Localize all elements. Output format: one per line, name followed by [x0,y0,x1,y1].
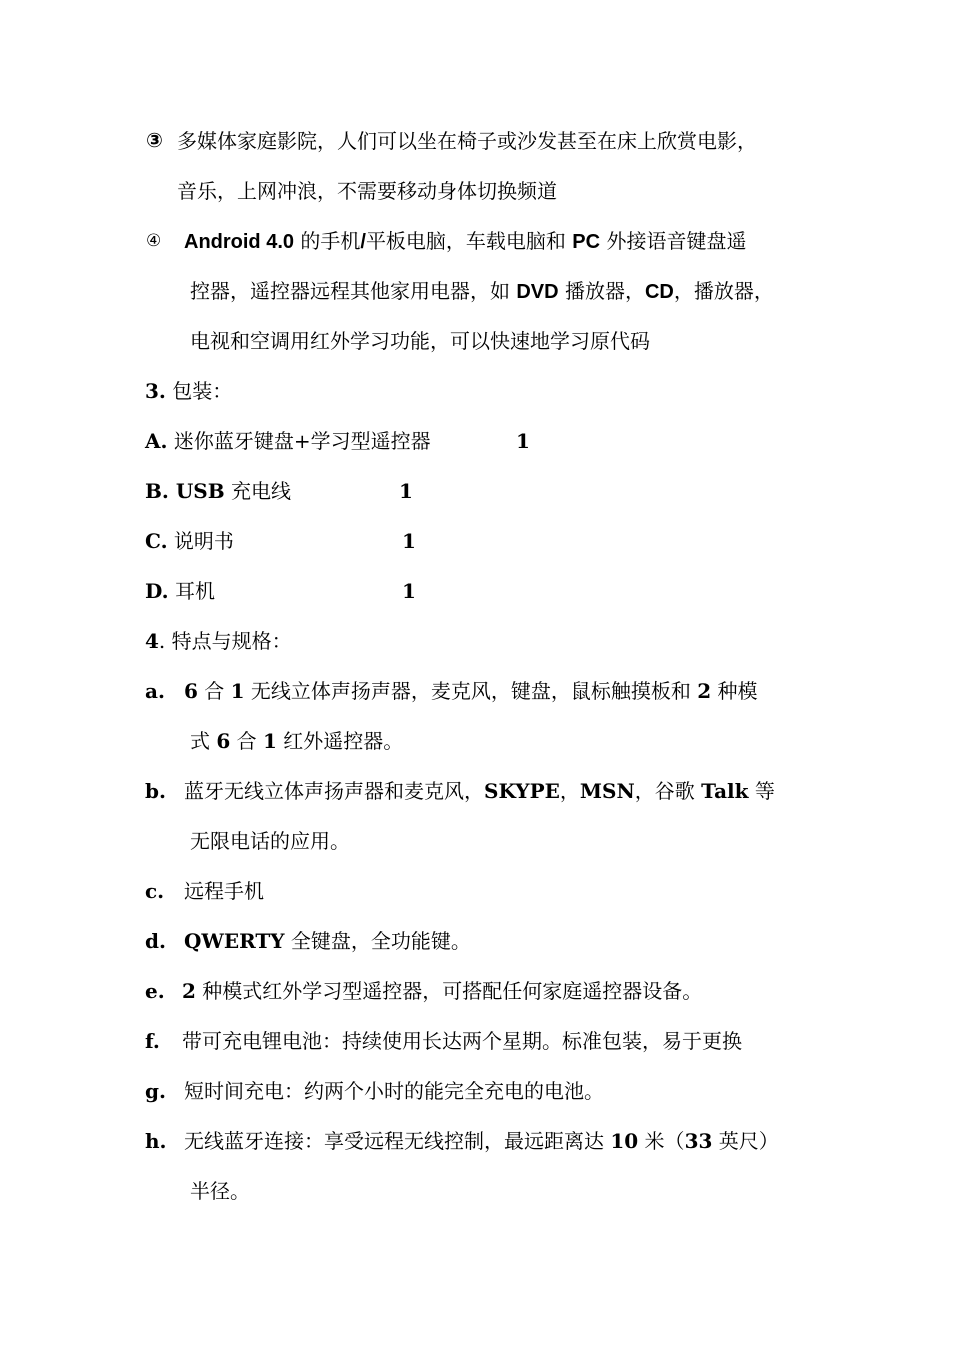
document-page: ③ 多媒体家庭影院，人们可以坐在椅子或沙发甚至在床上欣赏电影， 音乐，上网冲浪，不需要移动身体切换频道 ④ Android 4.0 的手机/平板电脑，车载电脑和 PC 外接语音键盘遥 控器，遥控器远程其他家用电器，如 DVD 播放器，CD，播放器， 电视和空调用红外学习功能，可以快速地学习原代码 3. 包装： A. 迷你蓝牙键盘+学习型遥控器 1 B. USB 充电线 1 C. 说明书 1 D. 耳机 1 4. 特点与规格： a. 6 合 1 无线立体声扬声器，麦克风，键盘，鼠标触摸板和 2 种模 式 6 合 1 红外遥控器。 b. 蓝牙无线立体声扬声器和麦克风，SKYPE，MSN，谷歌 Talk 等 无限电话的应用。 c. 远程手机 d. QWERTY 全键盘，全功能键。 e. 2 种模式红外学习型遥控器，可搭配任何家庭遥控器设备。 f. 带可充电锂电池：持续使用长达两个星期。标准包装，易于更换 g. 短时间充电：约两个小时的能完全充电的电池。 h. 无线蓝牙连接：享受远程无线控制，最远距离达 10 米（33 英尺） 半径。 [0,0,954,1350]
feature-h-text: 无线蓝牙连接：享受远程无线控制，最远距离达 10 米（33 英尺） [184,1129,779,1153]
usage-item-4-text-cont1: 控器，遥控器远程其他家用电器，如 DVD 播放器，CD，播放器， [190,279,774,303]
feature-g-label: g. [145,1079,166,1103]
feature-d-label: d. [145,929,166,953]
feature-b-text: 蓝牙无线立体声扬声器和麦克风，SKYPE，MSN，谷歌 Talk 等 [184,779,775,803]
packaging-item-d-qty: 1 [402,579,416,603]
feature-f-text: 带可充电锂电池：持续使用长达两个星期。标准包装，易于更换 [182,1029,742,1053]
feature-e-label: e. [145,979,165,1003]
feature-h-label: h. [145,1129,167,1153]
feature-a-label: a. [145,679,165,703]
feature-a-text: 6 合 1 无线立体声扬声器，麦克风，键盘，鼠标触摸板和 2 种模 [184,679,758,703]
feature-c-text: 远程手机 [184,879,264,903]
packaging-item-c-qty: 1 [402,529,416,553]
feature-g-text: 短时间充电：约两个小时的能完全充电的电池。 [184,1079,604,1103]
feature-c-label: c. [145,879,165,903]
feature-d-text: QWERTY 全键盘，全功能键。 [184,929,471,953]
packaging-item-b-qty: 1 [399,479,413,503]
feature-b-label: b. [145,779,166,803]
circled-number-4: ④ [146,231,162,251]
circled-number-3: ③ [146,130,163,152]
packaging-item-a-qty: 1 [516,429,530,453]
usage-item-4-text-cont2: 电视和空调用红外学习功能，可以快速地学习原代码 [190,329,650,353]
usage-item-3-text-cont: 音乐，上网冲浪，不需要移动身体切换频道 [177,179,557,203]
usage-item-3-text: 多媒体家庭影院，人们可以坐在椅子或沙发甚至在床上欣赏电影， [177,129,757,153]
usage-item-4-text: Android 4.0 的手机/平板电脑，车载电脑和 PC 外接语音键盘遥 [184,229,747,253]
feature-e-text: 2 种模式红外学习型遥控器，可搭配任何家庭遥控器设备。 [182,979,703,1003]
feature-f-label: f. [145,1029,160,1053]
